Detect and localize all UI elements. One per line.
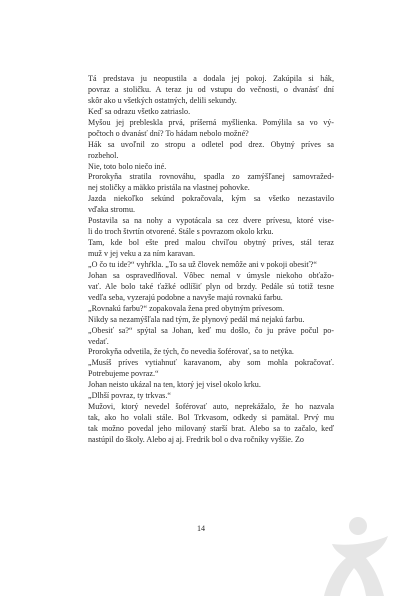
text-line: vedľa seba, vyzerajú podobne a navyše majú rovnakú farbu. xyxy=(88,292,283,302)
paragraph xyxy=(88,172,334,194)
text-line: vať. Ale bolo také ťažké odlíšiť plyn od brzdy. Pedále sú totiž tesne xyxy=(88,281,334,291)
paragraph xyxy=(88,358,334,380)
text-line: vedať. xyxy=(88,336,109,346)
text-line: „Obesiť sa?“ spýtal sa Johan, keď mu došlo, čo ju práve počul po- xyxy=(88,325,334,335)
paragraph xyxy=(88,162,334,173)
text-line: Prorokyňa odvetila, že tých, čo nevedia šoférovať, sa to netýka. xyxy=(88,347,294,357)
text-line: vďaka stromu. xyxy=(88,205,136,215)
paragraph xyxy=(88,74,334,107)
text-line: povraz a stoličku. A teraz ju od vstupu do večnosti, o dvanásť dní xyxy=(88,84,334,94)
paragraph xyxy=(88,315,334,326)
text-line: Jazda niekoľko sekúnd pokračovala, kým sa všetko nezastavilo xyxy=(88,194,334,204)
paragraph xyxy=(88,402,334,446)
text-line: Potrebujeme povraz.“ xyxy=(88,369,159,379)
text-line: muž v jej veku a za ním karavan. xyxy=(88,249,195,258)
page-number: 14 xyxy=(196,524,206,533)
text-line: tak možno povedal jeho milovaný starší brat. Alebo sa to začalo, keď xyxy=(88,424,334,433)
paragraph xyxy=(88,260,334,271)
paragraph xyxy=(88,380,334,391)
paragraph xyxy=(88,118,334,140)
text-line: Prorokyňa stratila rovnováhu, spadla zo zamýšľanej samovražed- xyxy=(88,172,334,182)
publisher-logo-watermark xyxy=(318,500,402,600)
text-line: skôr ako u všetkých ostatných, delili sekundy. xyxy=(88,95,237,105)
paragraph xyxy=(88,271,334,304)
paragraph xyxy=(88,326,334,348)
paragraph xyxy=(88,216,334,238)
text-line: rozbehol. xyxy=(88,150,119,160)
paragraph xyxy=(88,194,334,216)
text-line: „O čo tu ide?“ vyhŕkla. „To sa už človek nemôže ani v pokoji obesiť?“ xyxy=(88,259,317,269)
paragraph xyxy=(88,347,334,358)
text-line: Hák sa uvoľnil zo stropu a odletel pod drez. Obytný príves sa xyxy=(88,139,334,149)
text-line: Johan sa ospravedlňoval. Vôbec nemal v úmysle niekoho obťažo- xyxy=(88,270,334,280)
text-line: Tá predstava ju neopustila a dodala jej pokoj. Zakúpila si hák, xyxy=(88,74,334,83)
text-line: Myšou jej prebleskla prvá, príšerná myšlienka. Pomýlila sa vo vý- xyxy=(88,117,334,127)
paragraph xyxy=(88,304,334,315)
text-line: Johan neisto ukázal na ten, ktorý jej visel okolo krku. xyxy=(88,380,261,390)
text-line: „Dlhší povraz, ty trkvas.“ xyxy=(88,391,171,401)
text-line: Tam, kde bol ešte pred malou chvíľou obytný príves, stál teraz xyxy=(88,238,334,248)
text-line: tak, ako ho volali stále. Bol Trkvasom, odkedy si pamätal. Prvý mu xyxy=(88,413,334,423)
text-line: Nie, toto bolo niečo iné. xyxy=(88,161,167,171)
paragraph xyxy=(88,140,334,162)
body-text xyxy=(88,74,334,446)
text-line: počtoch o dvanásť dní? To hádam nebolo možné? xyxy=(88,128,249,138)
text-line: Keď sa odrazu všetko zatriaslo. xyxy=(88,106,191,116)
text-line: Nikdy sa nezamýšľala nad tým, že plynový pedál má nejakú farbu. xyxy=(88,314,305,324)
text-line: „Musíš príves vytiahnuť karavanom, aby som mohla pokračovať. xyxy=(88,358,334,368)
paragraph xyxy=(88,238,334,260)
paragraph xyxy=(88,107,334,118)
text-line: nej stoličky a mäkko pristála na vlastnej pohovke. xyxy=(88,183,250,193)
text-line: li do troch štvrtín otvorené. Stále s povrazom okolo krku. xyxy=(88,227,274,237)
text-line: Mužovi, ktorý nevedel šoférovať auto, neprekážalo, že ho nazvala xyxy=(88,402,334,412)
text-line: nastúpil do školy. Alebo aj aj. Fredrik bol o dva ročníky vyššie. Zo xyxy=(88,434,304,444)
paragraph xyxy=(88,391,334,402)
text-line: Postavila sa na nohy a vypotácala sa cez dvere prívesu, ktoré vise- xyxy=(88,216,334,226)
text-line: „Rovnakú farbu?“ zopakovala žena pred obytným prívesom. xyxy=(88,303,285,313)
